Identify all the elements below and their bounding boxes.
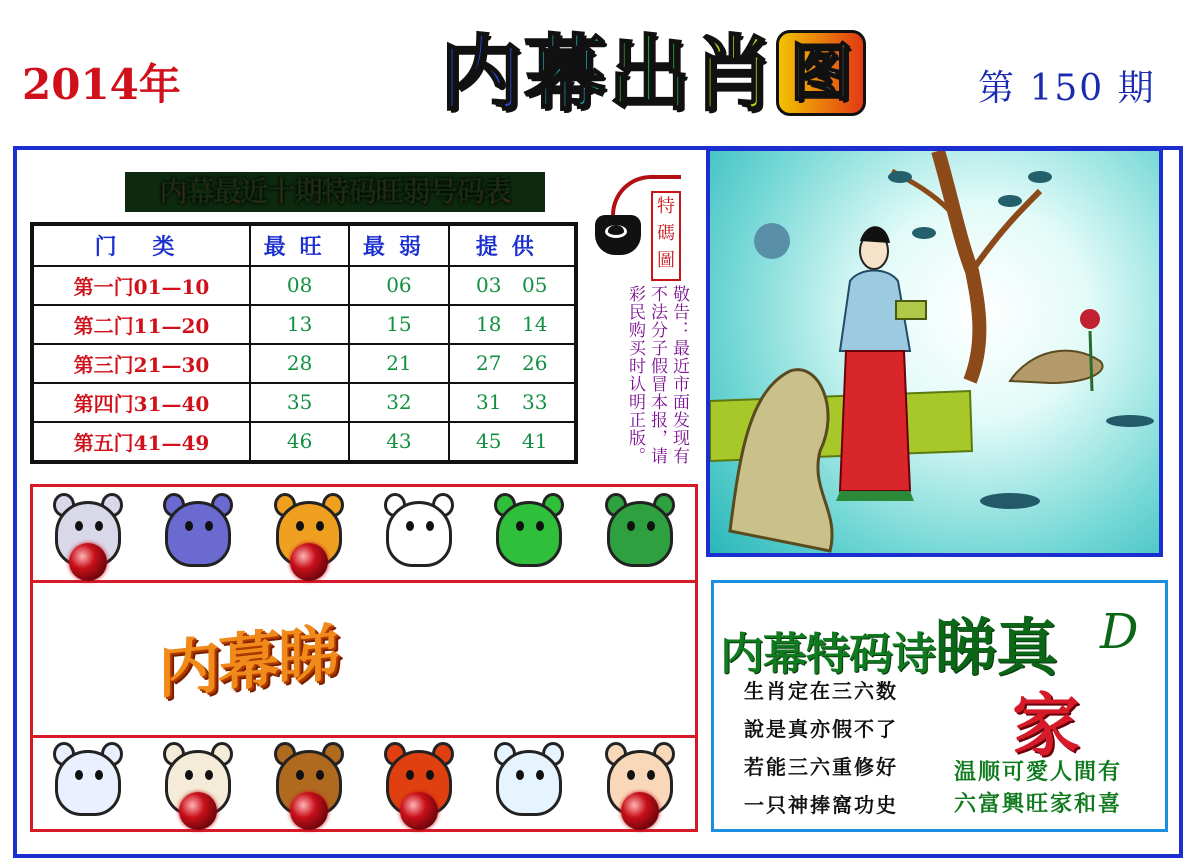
table-row	[32, 383, 576, 422]
goat-icon	[153, 740, 243, 828]
hot-cell: 13	[250, 305, 349, 344]
gate-cell: 第三门21—30	[32, 344, 250, 383]
table-row	[32, 344, 576, 383]
monkey-icon	[264, 740, 354, 828]
table-row	[32, 305, 576, 344]
seal-badge	[595, 175, 687, 275]
seal-stamp: 特碼圖	[651, 191, 681, 281]
masthead-title	[440, 27, 866, 122]
table-header-row	[32, 224, 576, 266]
gate-cell: 第一门01—10	[32, 266, 250, 305]
pig-icon	[595, 740, 685, 828]
poem-title-text: 内幕特码诗	[720, 629, 935, 680]
table-title: 内幕最近十期特码旺弱号码表	[125, 172, 545, 212]
provide-value: 05	[522, 273, 548, 298]
rabbit-icon	[374, 491, 464, 579]
cold-cell: 32	[349, 383, 448, 422]
hot-cell: 46	[250, 422, 349, 462]
provide-cell	[449, 422, 576, 462]
gate-cell: 第二门11—20	[32, 305, 250, 344]
poem-right-line: 温顺可愛人間有	[954, 759, 1123, 785]
poem-line: 一只神捧窩功史	[744, 793, 898, 817]
marker-ball-icon	[290, 792, 328, 830]
marker-ball-icon	[621, 792, 659, 830]
marker-ball-icon	[69, 543, 107, 581]
notice-text: 敬告：最近市面发现有不法分子假冒本报，请彩民购买时认明正版。	[625, 285, 689, 465]
cold-cell: 43	[349, 422, 448, 462]
poem-lines	[744, 672, 934, 824]
masthead-char-4: 肖	[692, 27, 775, 122]
col-header-cold: 最弱	[349, 224, 448, 266]
provide-value: 18	[476, 312, 502, 337]
provide-value: 31	[476, 390, 502, 415]
provide-value: 14	[522, 312, 548, 337]
ox-icon	[153, 491, 243, 579]
provide-value: 41	[522, 429, 548, 454]
dragon-icon	[484, 491, 574, 579]
tiger-icon	[264, 491, 354, 579]
painting-svg	[710, 151, 1159, 553]
hot-cell: 08	[250, 266, 349, 305]
cold-cell: 06	[349, 266, 448, 305]
poem-right-line: 六富興旺家和喜	[954, 791, 1123, 817]
poem-line: 生肖定在三六数	[744, 679, 898, 703]
dog-icon	[484, 740, 574, 828]
cold-cell: 15	[349, 305, 448, 344]
marker-ball-icon	[290, 543, 328, 581]
provide-value: 27	[476, 351, 502, 376]
provide-value: 03	[476, 273, 502, 298]
col-header-gate: 门 类	[32, 224, 250, 266]
cold-cell: 21	[349, 344, 448, 383]
table-row	[32, 266, 576, 305]
poem-line: 說是真亦假不了	[744, 717, 898, 741]
year-label: 2014年	[22, 60, 181, 109]
table-row	[32, 422, 576, 462]
hot-cell: 35	[250, 383, 349, 422]
poem-right-lines	[954, 756, 1164, 820]
moon-icon	[754, 223, 790, 259]
col-header-provide: 提供	[449, 224, 576, 266]
horse-icon	[43, 740, 133, 828]
center-slogan: 内幕睇	[158, 615, 339, 708]
lady-figure	[836, 226, 926, 501]
provide-value: 33	[522, 390, 548, 415]
gate-cell: 第五门41—49	[32, 422, 250, 462]
gate-cell: 第四门31—40	[32, 383, 250, 422]
hot-cold-table	[30, 222, 578, 464]
provide-value: 26	[522, 351, 548, 376]
pot-icon	[595, 215, 641, 255]
provide-value: 45	[476, 429, 502, 454]
rock-icon	[730, 370, 832, 551]
snake-icon	[595, 491, 685, 579]
provide-cell	[449, 266, 576, 305]
masthead-char-3: 出	[608, 27, 691, 122]
issue-number: 第 150 期	[978, 68, 1156, 109]
zodiac-row-top	[33, 489, 695, 583]
marker-ball-icon	[400, 792, 438, 830]
hot-cell: 28	[250, 344, 349, 383]
masthead-char-2: 幕	[524, 27, 607, 122]
masthead-char-5: 图	[776, 30, 866, 116]
zodiac-row-bottom	[33, 735, 695, 829]
flower-icon	[1080, 309, 1100, 329]
provide-cell	[449, 383, 576, 422]
poem-script-letter: D	[1100, 604, 1139, 660]
rooster-icon	[374, 740, 464, 828]
provide-cell	[449, 344, 576, 383]
rat-icon	[43, 491, 133, 579]
feature-character: 家	[1012, 687, 1081, 766]
illustration-painting	[706, 147, 1163, 557]
poem-line: 若能三六重修好	[744, 755, 898, 779]
masthead-char-1: 内	[440, 27, 523, 122]
poem-title-big: 睇真	[935, 611, 1058, 684]
marker-ball-icon	[179, 792, 217, 830]
provide-cell	[449, 305, 576, 344]
zodiac-panel	[30, 484, 698, 832]
col-header-hot: 最旺	[250, 224, 349, 266]
